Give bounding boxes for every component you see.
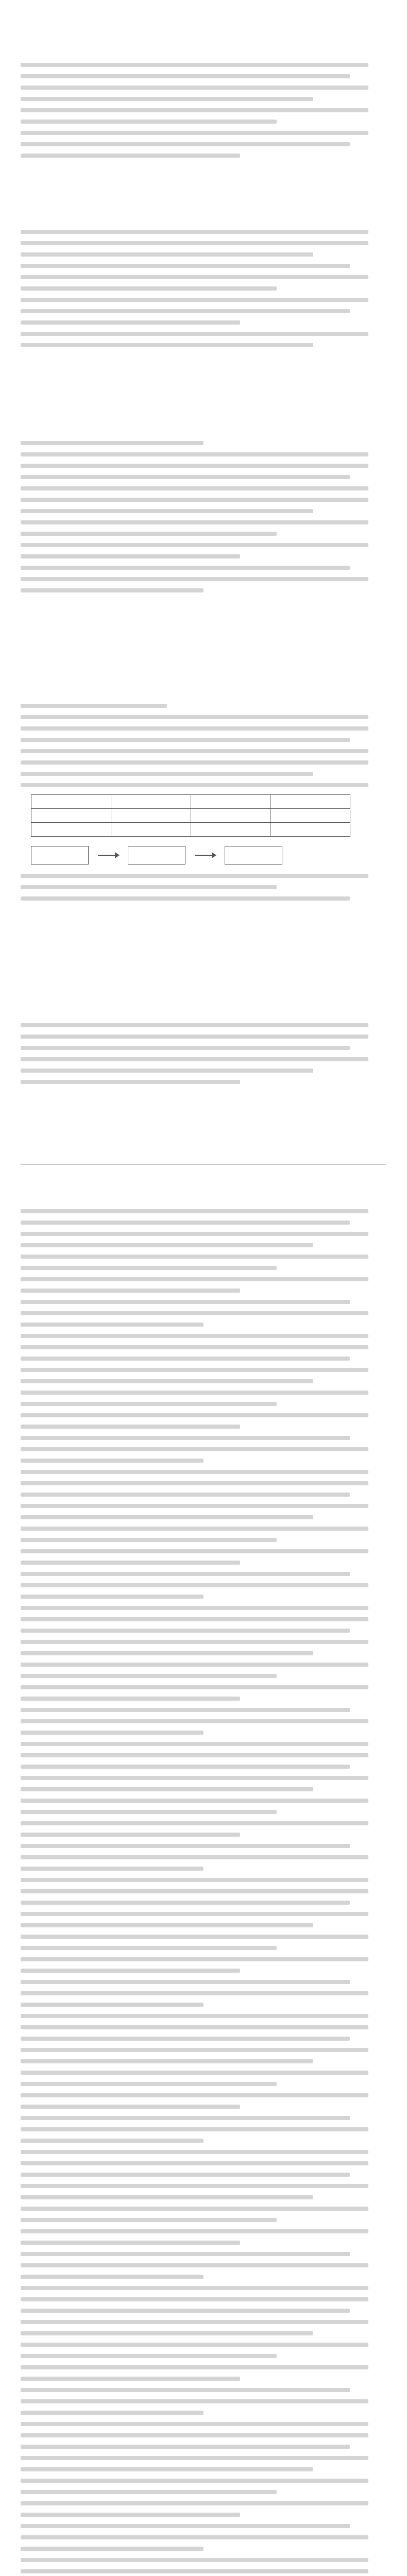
answer-lines xyxy=(21,1209,386,2576)
text-line xyxy=(21,1046,350,1050)
text-line xyxy=(21,509,313,513)
text-line xyxy=(21,2331,313,2335)
text-line xyxy=(21,1402,277,1406)
text-line xyxy=(21,2161,368,2165)
text-line xyxy=(21,1080,240,1084)
section-heading xyxy=(21,690,386,704)
text-line xyxy=(21,1323,204,1327)
text-line xyxy=(21,2037,350,2041)
text-line xyxy=(21,2524,350,2528)
text-line xyxy=(21,704,167,708)
arrow-icon xyxy=(98,855,118,856)
text-line xyxy=(21,1527,368,1531)
text-line xyxy=(21,131,368,135)
text-line xyxy=(21,783,368,787)
text-line xyxy=(21,120,277,124)
text-line xyxy=(21,1561,240,1565)
section-answers xyxy=(21,1159,386,2576)
text-line xyxy=(21,252,313,257)
text-line xyxy=(21,2388,350,2392)
text-line xyxy=(21,1629,350,1633)
text-line xyxy=(21,154,240,158)
text-line xyxy=(21,1470,368,1474)
text-line xyxy=(21,1035,368,1039)
text-line xyxy=(21,588,204,592)
text-line xyxy=(21,2207,368,2211)
divider xyxy=(21,1164,386,1165)
text-line xyxy=(21,2003,204,2007)
text-line xyxy=(21,86,368,90)
text-line xyxy=(21,1742,368,1746)
text-line xyxy=(21,1334,368,1338)
text-line xyxy=(21,1708,350,1712)
text-line xyxy=(21,2150,368,2154)
text-line xyxy=(21,1023,368,1027)
text-line xyxy=(21,2411,204,2415)
text-line xyxy=(21,760,368,765)
text-line xyxy=(21,332,368,336)
text-line xyxy=(21,2127,368,2131)
text-line xyxy=(21,441,204,445)
text-line xyxy=(21,1719,368,1723)
text-line xyxy=(21,2309,350,2313)
text-line xyxy=(21,2422,368,2426)
text-line xyxy=(21,1753,368,1757)
text-line xyxy=(21,1069,313,1073)
text-line xyxy=(21,2173,350,2177)
text-line xyxy=(21,2025,368,2029)
text-line xyxy=(21,2059,313,2063)
text-line xyxy=(21,2195,313,2199)
section-accumulation xyxy=(21,216,386,354)
text-line xyxy=(21,1606,368,1610)
text-line xyxy=(21,1209,368,1213)
text-line xyxy=(21,2320,368,2324)
text-line xyxy=(21,1515,313,1519)
text-line xyxy=(21,2343,368,2347)
text-line xyxy=(21,275,368,279)
text-line xyxy=(21,1787,313,1791)
text-line xyxy=(21,2365,368,2369)
text-line xyxy=(21,1504,368,1508)
flow-diagram xyxy=(31,846,386,865)
text-line xyxy=(21,1436,350,1440)
text-line xyxy=(21,1413,368,1417)
text-line xyxy=(21,2354,277,2358)
text-line xyxy=(21,1855,368,1859)
text-line xyxy=(21,1697,240,1701)
section-basic-knowledge xyxy=(21,49,386,165)
text-line xyxy=(21,2263,368,2267)
text-line xyxy=(21,1311,368,1315)
text-line xyxy=(21,1651,313,1655)
text-line xyxy=(21,1357,350,1361)
text-line xyxy=(21,772,313,776)
text-line xyxy=(21,1617,368,1621)
text-line xyxy=(21,1663,368,1667)
text-line xyxy=(21,1731,204,1735)
text-line xyxy=(21,1345,368,1349)
text-line xyxy=(21,1980,350,1984)
text-line xyxy=(21,738,350,742)
section-heading xyxy=(21,1010,386,1023)
flow-box xyxy=(128,846,185,865)
text-line xyxy=(21,2105,240,2109)
text-line xyxy=(21,1221,350,1225)
flow-box xyxy=(225,846,282,865)
text-line xyxy=(21,1912,368,1916)
text-line xyxy=(21,532,277,536)
section-reading-two xyxy=(21,690,386,908)
text-line xyxy=(21,2490,277,2494)
text-line xyxy=(21,1799,368,1803)
text-line xyxy=(21,2467,313,2471)
text-line xyxy=(21,2014,368,2018)
answer-section-heading xyxy=(21,1175,386,1196)
document-title xyxy=(21,19,386,37)
text-line xyxy=(21,2297,368,2301)
text-line xyxy=(21,498,368,502)
text-line xyxy=(21,2252,350,2256)
text-line xyxy=(21,1243,313,1247)
text-line xyxy=(21,1810,277,1814)
text-line xyxy=(21,896,350,901)
text-line xyxy=(21,475,350,479)
text-line xyxy=(21,2445,350,2449)
text-line xyxy=(21,2456,368,2460)
text-line xyxy=(21,1583,368,1587)
text-line xyxy=(21,1765,350,1769)
text-line xyxy=(21,554,240,558)
text-line xyxy=(21,1685,368,1689)
text-line xyxy=(21,2093,368,2097)
text-line xyxy=(21,1969,240,1973)
answer-table xyxy=(31,794,350,837)
text-line xyxy=(21,2139,204,2143)
text-line xyxy=(21,1901,350,1905)
text-line xyxy=(21,2229,368,2233)
text-line xyxy=(21,74,350,78)
text-line xyxy=(21,1289,240,1293)
text-line xyxy=(21,298,368,302)
text-line xyxy=(21,1538,277,1542)
text-line xyxy=(21,1867,204,1871)
text-line xyxy=(21,2082,277,2086)
text-line xyxy=(21,343,313,347)
text-line xyxy=(21,543,368,547)
text-line xyxy=(21,486,368,490)
text-line xyxy=(21,2377,240,2381)
text-line xyxy=(21,566,350,570)
text-line xyxy=(21,1549,368,1553)
text-line xyxy=(21,1057,368,1061)
text-line xyxy=(21,1447,368,1451)
text-line xyxy=(21,2569,368,2573)
text-line xyxy=(21,2501,368,2505)
text-line xyxy=(21,1991,368,1995)
section-writing xyxy=(21,1010,386,1091)
text-line xyxy=(21,1255,368,1259)
text-line xyxy=(21,2286,368,2290)
text-line xyxy=(21,1266,277,1270)
text-line xyxy=(21,320,240,325)
arrow-icon xyxy=(195,855,215,856)
text-line xyxy=(21,286,277,291)
text-line xyxy=(21,1572,350,1576)
text-line xyxy=(21,1481,368,1485)
text-line xyxy=(21,1640,368,1644)
text-line xyxy=(21,726,368,731)
text-line xyxy=(21,1425,240,1429)
text-line xyxy=(21,1878,368,1882)
text-line xyxy=(21,749,368,753)
text-line xyxy=(21,2547,204,2551)
text-line xyxy=(21,2275,204,2279)
text-line xyxy=(21,1674,277,1678)
text-line xyxy=(21,452,368,456)
text-line xyxy=(21,1368,368,1372)
text-line xyxy=(21,1844,350,1848)
text-line xyxy=(21,1957,368,1961)
text-line xyxy=(21,2184,368,2188)
text-line xyxy=(21,520,368,524)
text-line xyxy=(21,1821,368,1825)
text-line xyxy=(21,309,350,313)
text-line xyxy=(21,1889,368,1893)
section-heading xyxy=(21,428,386,441)
text-line xyxy=(21,2558,368,2562)
text-line xyxy=(21,1232,368,1236)
text-line xyxy=(21,2071,368,2075)
text-line xyxy=(21,2433,368,2437)
text-line xyxy=(21,1776,368,1780)
section-heading xyxy=(21,216,386,230)
text-line xyxy=(21,715,368,719)
section-heading xyxy=(21,49,386,63)
section-heading xyxy=(21,1196,386,1209)
flow-box xyxy=(31,846,89,865)
text-line xyxy=(21,264,350,268)
text-line xyxy=(21,874,368,878)
text-line xyxy=(21,2218,277,2222)
text-line xyxy=(21,1833,240,1837)
text-line xyxy=(21,885,277,889)
text-line xyxy=(21,142,350,146)
text-line xyxy=(21,63,368,67)
text-line xyxy=(21,1459,204,1463)
text-line xyxy=(21,1946,277,1950)
text-line xyxy=(21,1923,313,1927)
text-line xyxy=(21,241,368,245)
text-line xyxy=(21,1277,368,1281)
text-line xyxy=(21,577,368,581)
text-line xyxy=(21,464,368,468)
text-line xyxy=(21,2535,368,2539)
text-line xyxy=(21,1379,313,1383)
section-reading-one xyxy=(21,428,386,600)
text-line xyxy=(21,2479,368,2483)
text-line xyxy=(21,2116,350,2120)
text-line xyxy=(21,97,313,101)
text-line xyxy=(21,2048,368,2052)
text-line xyxy=(21,1300,350,1304)
text-line xyxy=(21,2399,368,2403)
text-line xyxy=(21,1493,350,1497)
text-line xyxy=(21,2513,240,2517)
text-line xyxy=(21,108,368,112)
text-line xyxy=(21,230,368,234)
text-line xyxy=(21,1391,368,1395)
text-line xyxy=(21,1595,204,1599)
text-line xyxy=(21,1935,368,1939)
text-line xyxy=(21,2241,240,2245)
